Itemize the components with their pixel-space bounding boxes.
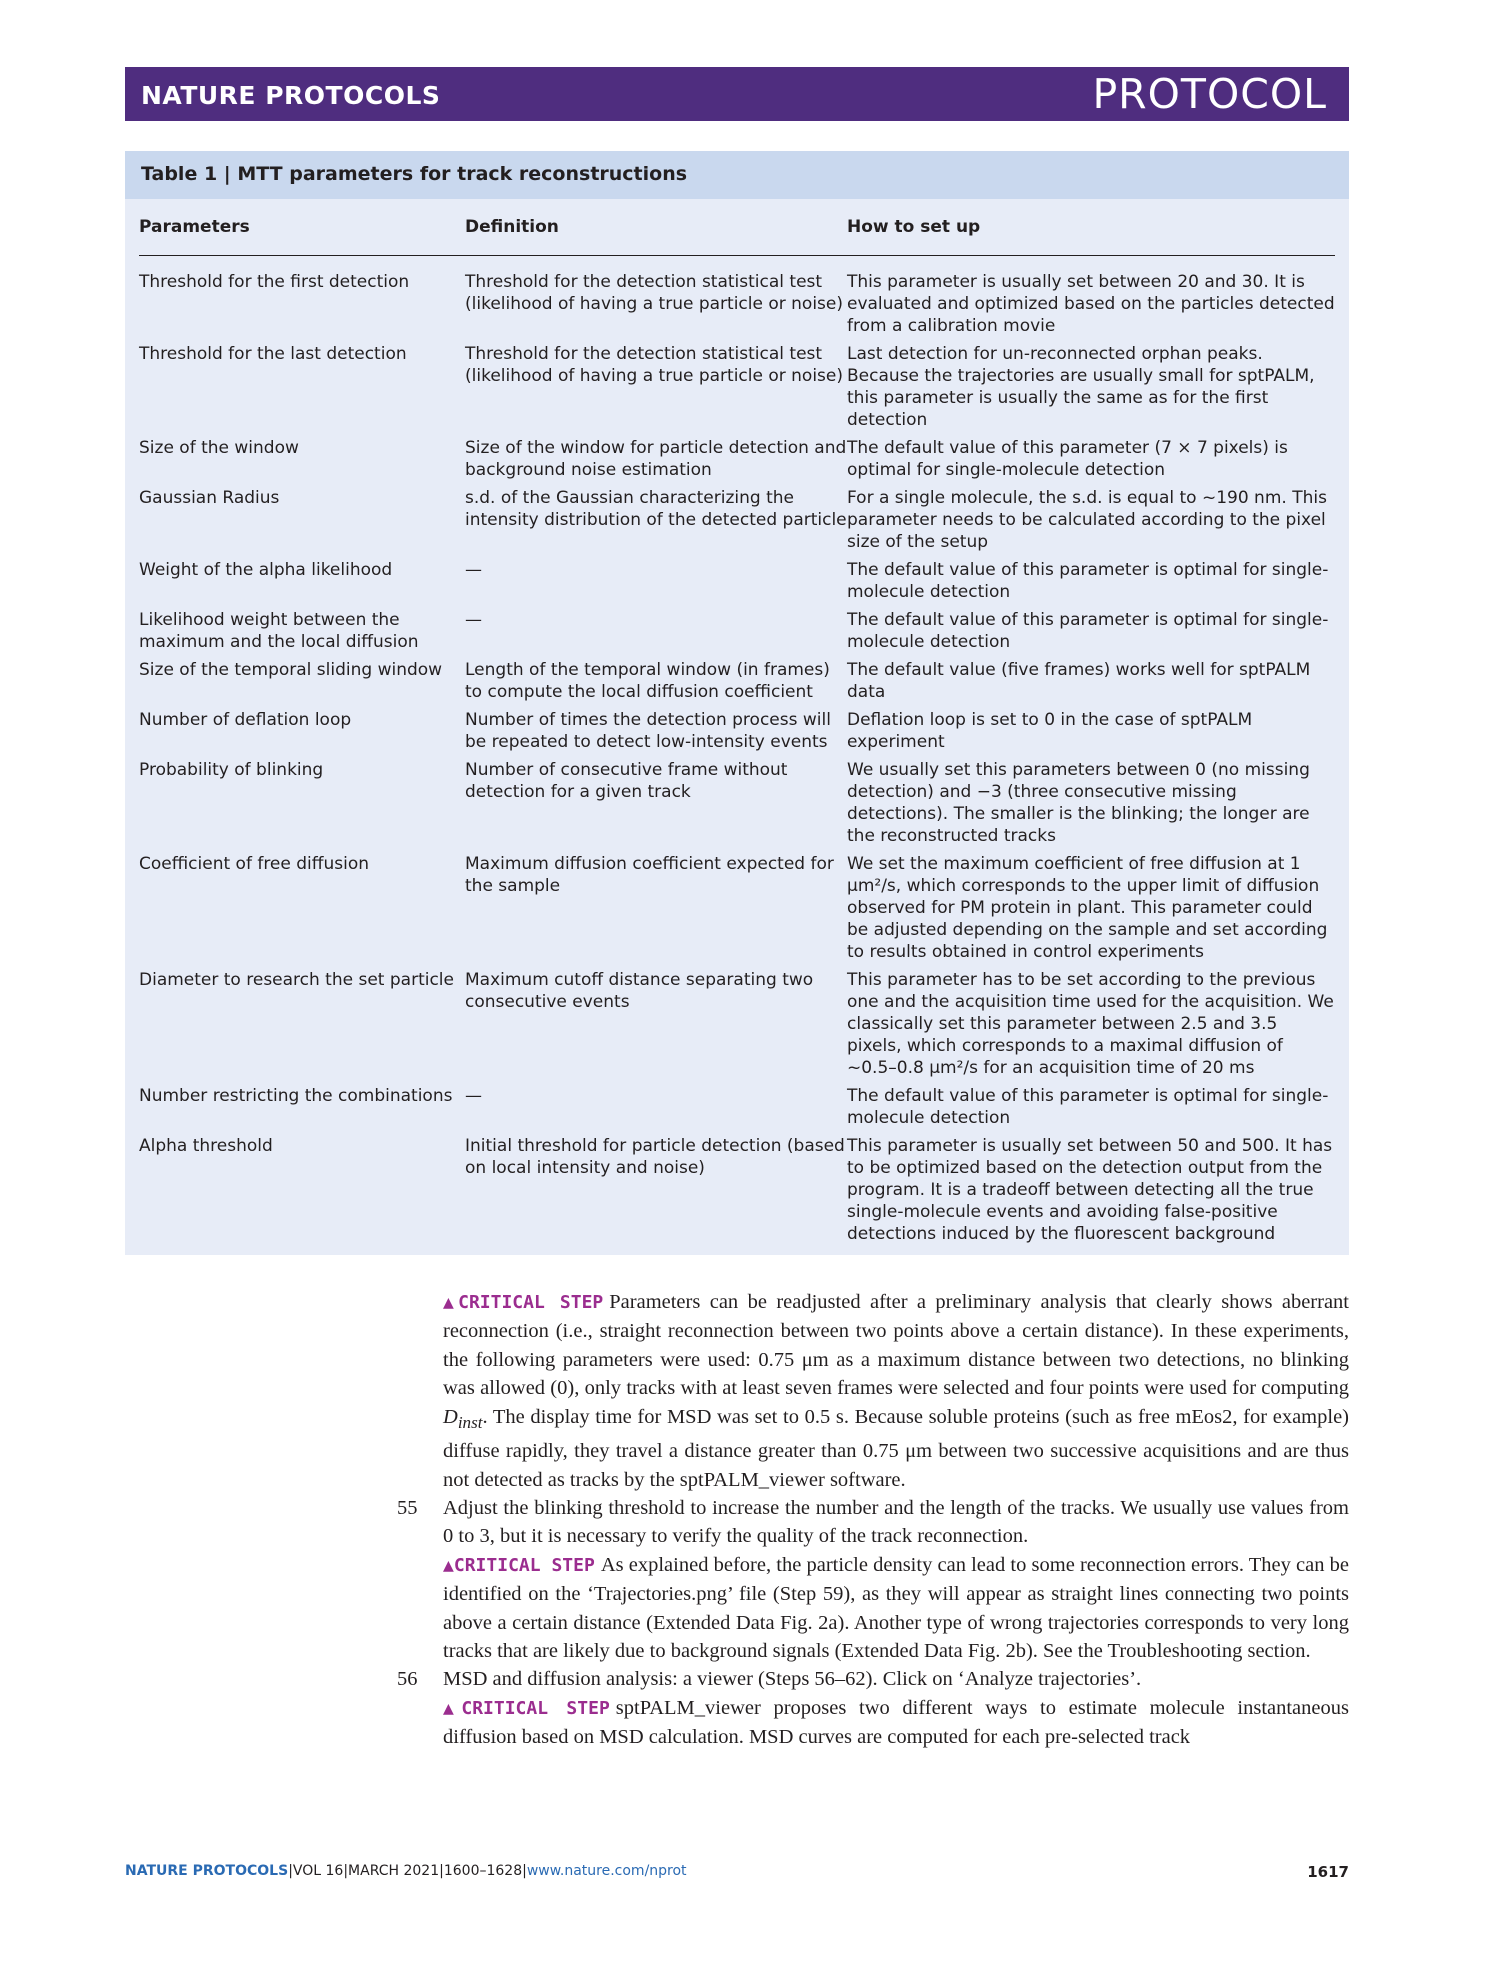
cell-definition: Maximum cutoff distance separating two consecutive events — [465, 970, 814, 1012]
table-row — [139, 559, 1335, 603]
cell-how-to-set-up: The default value of this parameter is optimal for single-molecule detection — [847, 610, 1329, 652]
table-row — [139, 759, 1335, 847]
cell-definition: Number of times the detection process will be repeated to detect low-intensity events — [465, 710, 831, 752]
cell-how-to-set-up: For a single molecule, the s.d. is equal to ~190 nm. This parameter needs to be calculated according to the pixel size of the setup — [847, 488, 1327, 552]
article-type: PROTOCOL — [1092, 70, 1327, 118]
cell-parameter: Threshold for the first detection — [139, 272, 410, 292]
table-row — [139, 609, 1335, 653]
step-number-55: 55 — [397, 1496, 418, 1519]
d-inst-symbol: D — [443, 1405, 458, 1428]
step-55 — [397, 1494, 1349, 1551]
d-inst-subscript: inst — [457, 1412, 483, 1432]
cell-how-to-set-up: Last detection for un-reconnected orphan peaks. Because the trajectories are usually small for sptPALM, this parameter is usually the same as for the first detection — [847, 344, 1315, 430]
cell-parameter: Alpha threshold — [139, 1136, 273, 1156]
cell-definition: Threshold for the detection statistical test (likelihood of having a true particle or noise) — [465, 272, 844, 314]
footer-date: MARCH 2021 — [348, 1863, 440, 1879]
critical-step-text-2: As explained before, the particle density can lead to some reconnection errors. They can be identified on the ‘Trajectories.png’ file (Step 59), as they will appear as straight lines connecting two points above a certain distance (Extended Data Fig. 2a). Another type of wrong trajectories corresponds to very long tracks that are likely due to background signals (Extended Data Fig. 2b). See the Troubleshooting section. — [443, 1553, 1349, 1662]
critical-step-text-3: sptPALM_viewer proposes two different ways to estimate molecule instantaneous diffusion based on MSD calculation. MSD curves are computed for each pre-selected track — [443, 1696, 1349, 1749]
protocol-body-text — [397, 1288, 1349, 1752]
journal-name: NATURE PROTOCOLS — [141, 81, 441, 110]
table-row — [139, 487, 1335, 553]
table-header — [139, 199, 1335, 256]
table-row — [139, 853, 1335, 963]
step-56-text: MSD and diffusion analysis: a viewer (Steps 56–62). Click on ‘Analyze trajectories’. — [443, 1668, 1142, 1691]
table-row — [139, 1085, 1335, 1129]
cell-parameter: Probability of blinking — [139, 760, 324, 780]
table-caption — [125, 151, 1349, 199]
footer-sep: | — [522, 1863, 527, 1879]
page-number: 1617 — [1307, 1863, 1349, 1881]
cell-how-to-set-up: This parameter has to be set according to the previous one and the acquisition time used for the acquisition. We classically set this parameter between 2.5 and 3.5 pixels, which corresponds to a maximal diffusion of ~0.5–0.8 μm²/s for an acquisition time of 20 ms — [847, 970, 1334, 1078]
table-row — [139, 969, 1335, 1079]
cell-definition: Initial threshold for particle detection (based on local intensity and noise) — [465, 1136, 845, 1178]
cell-definition: — — [465, 560, 482, 580]
column-header-definition: Definition — [465, 217, 559, 237]
cell-parameter: Coefficient of free diffusion — [139, 854, 370, 874]
cell-definition: Threshold for the detection statistical test (likelihood of having a true particle or noise) — [465, 344, 844, 386]
cell-how-to-set-up: The default value (five frames) works well for sptPALM data — [847, 660, 1311, 702]
table-caption-label: Table 1 — [141, 163, 218, 185]
footer-sep: | — [439, 1863, 444, 1879]
cell-parameter: Number of deflation loop — [139, 710, 352, 730]
table-row — [139, 709, 1335, 753]
cell-parameter: Diameter to research the set particle — [139, 970, 454, 990]
cell-how-to-set-up: The default value of this parameter is optimal for single-molecule detection — [847, 560, 1329, 602]
cell-definition: — — [465, 610, 482, 630]
page-footer — [125, 1863, 1349, 1879]
footer-sep: | — [343, 1863, 349, 1879]
cell-parameter: Weight of the alpha likelihood — [139, 560, 393, 580]
footer-journal: NATURE PROTOCOLS — [125, 1863, 289, 1879]
column-header-how-to-set-up: How to set up — [847, 217, 981, 237]
table-caption-title: MTT parameters for track reconstructions — [237, 163, 688, 185]
cell-definition: Length of the temporal window (in frames) to compute the local diffusion coefficient — [465, 660, 830, 702]
critical-step-label: ▲CRITICAL STEP — [443, 1292, 604, 1313]
cell-parameter: Size of the window — [139, 438, 299, 458]
critical-step-label: ▲CRITICAL STEP — [443, 1554, 595, 1576]
critical-step-paragraph-3 — [443, 1694, 1349, 1752]
cell-how-to-set-up: This parameter is usually set between 20 and 30. It is evaluated and optimized based on the particles detected from a calibration movie — [847, 272, 1335, 336]
table-body — [139, 271, 1335, 1251]
column-header-parameters: Parameters — [139, 217, 250, 237]
cell-how-to-set-up: The default value of this parameter (7 × 7 pixels) is optimal for single-molecule detection — [847, 438, 1288, 480]
table-panel — [125, 151, 1349, 1255]
cell-how-to-set-up: This parameter is usually set between 50 and 500. It has to be optimized based on the detection output from the program. It is a tradeoff between detecting all the true single-molecule events and avoiding false-positive detections induced by the fluorescent background — [847, 1136, 1333, 1244]
cell-parameter: Number restricting the combinations — [139, 1086, 453, 1106]
cell-definition: — — [465, 1086, 482, 1106]
critical-step-paragraph-2 — [443, 1551, 1349, 1666]
cell-parameter: Size of the temporal sliding window — [139, 660, 443, 680]
cell-parameter: Likelihood weight between the maximum and the local diffusion — [139, 610, 419, 652]
table-caption-separator: | — [223, 163, 231, 185]
cell-definition: s.d. of the Gaussian characterizing the intensity distribution of the detected particle — [465, 488, 847, 530]
cell-parameter: Gaussian Radius — [139, 488, 280, 508]
footer-sep: | — [288, 1863, 293, 1879]
cell-how-to-set-up: The default value of this parameter is optimal for single-molecule detection — [847, 1086, 1329, 1128]
footer-journal-link[interactable]: www.nature.com/nprot — [526, 1863, 687, 1879]
table-row — [139, 343, 1335, 431]
cell-definition: Size of the window for particle detection and background noise estimation — [465, 438, 847, 480]
critical-step-label: ▲CRITICAL STEP — [443, 1697, 610, 1719]
cell-definition: Maximum diffusion coefficient expected for the sample — [465, 854, 834, 896]
footer-pages: 1600–1628 — [443, 1863, 523, 1879]
cell-how-to-set-up: Deflation loop is set to 0 in the case of sptPALM experiment — [847, 710, 1253, 752]
table-row — [139, 1135, 1335, 1245]
cell-parameter: Threshold for the last detection — [139, 344, 407, 364]
critical-step-text-1: Parameters can be readjusted after a preliminary analysis that clearly shows aberrant reconnection (i.e., straight reconnection between two points above a certain distance). In these experiments, the following parameters were used: 0.75 μm as a maximum distance between two detections, no blinking was allowed (0), only tracks with at least seven frames were selected and four points were used for computing — [443, 1291, 1349, 1400]
table-row — [139, 659, 1335, 703]
cell-how-to-set-up: We set the maximum coefficient of free diffusion at 1 μm²/s, which corresponds to the upper limit of diffusion observed for PM protein in plant. This parameter could be adjusted depending on the sample and set according to results obtained in control experiments — [847, 854, 1328, 962]
cell-how-to-set-up: We usually set this parameters between 0 (no missing detection) and −3 (three consecutive missing detections). The smaller is the blinking; the longer are the reconstructed tracks — [847, 760, 1310, 846]
journal-header-bar — [125, 67, 1349, 121]
step-56 — [397, 1665, 1349, 1693]
critical-step-paragraph-1 — [443, 1288, 1349, 1494]
table-row — [139, 271, 1335, 337]
step-number-56: 56 — [397, 1668, 418, 1691]
table-row — [139, 437, 1335, 481]
cell-definition: Number of consecutive frame without detection for a given track — [465, 760, 788, 802]
critical-step-text-1-rest: . The display time for MSD was set to 0.5 s. Because soluble proteins (such as free mEos2, for example) diffuse rapidly, they travel a distance greater than 0.75 μm between two successive acquisitions and are thus not detected as tracks by the sptPALM_viewer software. — [443, 1405, 1349, 1491]
step-55-text: Adjust the blinking threshold to increase the number and the length of the tracks. We usually use values from 0 to 3, but it is necessary to verify the quality of the track reconnection. — [443, 1496, 1349, 1548]
footer-volume: VOL 16 — [292, 1863, 344, 1879]
